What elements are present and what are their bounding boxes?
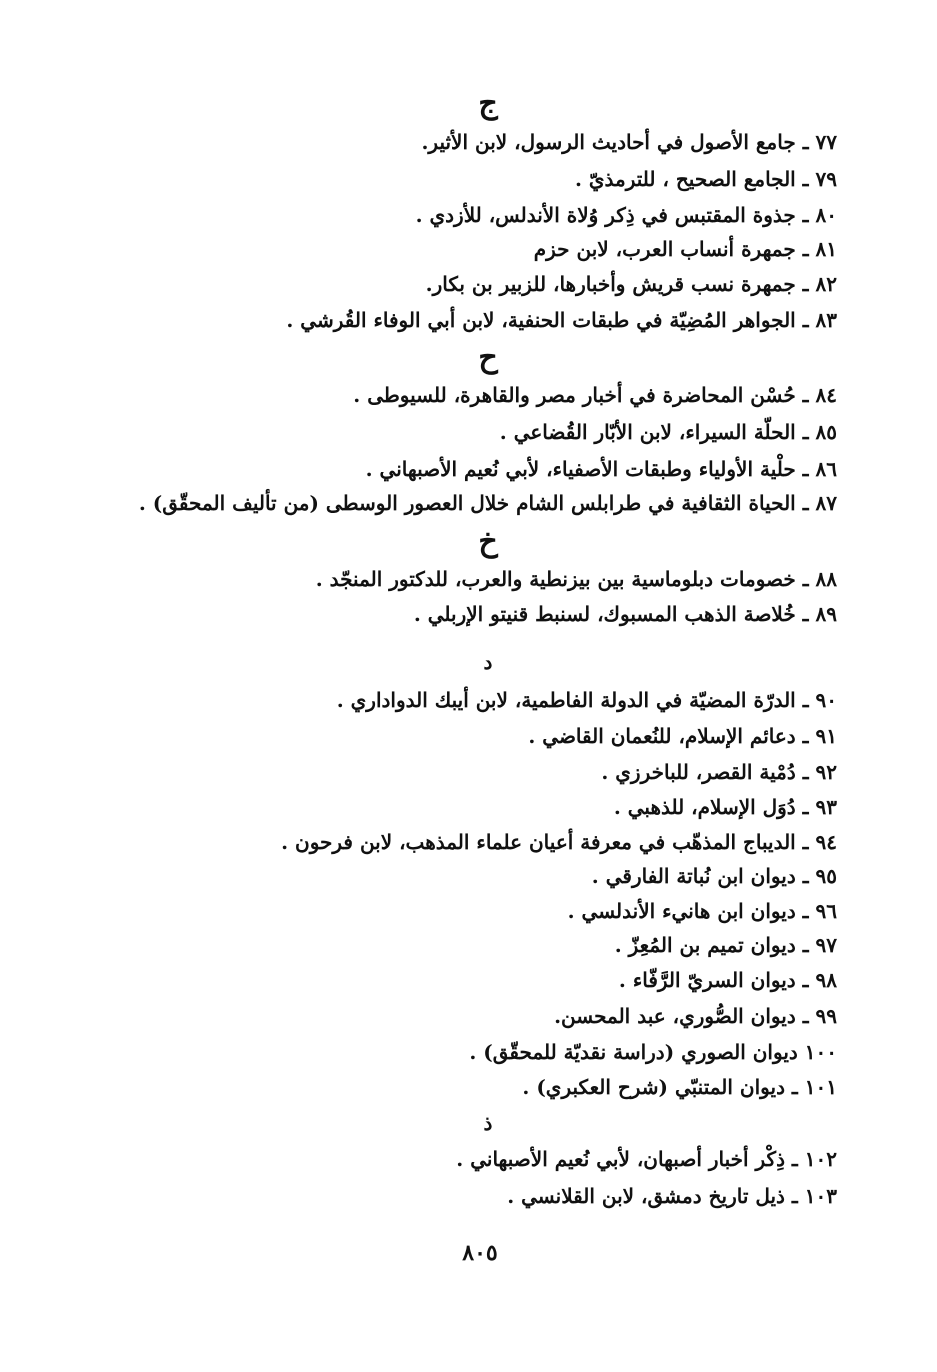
entry-86: ٨٦ ـ حلْية الأولياء وطبقات الأصفياء، لأبي نُعيم الأصبهاني . xyxy=(365,457,837,481)
entry-98: ٩٨ ـ ديوان السريّ الرَّفّاء . xyxy=(618,968,837,992)
entry-80: ٨٠ ـ جذوة المقتبس في ذِكر وُلاة الأندلس، للأزدي . xyxy=(415,203,837,227)
section-heading-kha: خ xyxy=(478,524,498,559)
entry-79: ٧٩ ـ الجامع الصحيح ، للترمذيّ . xyxy=(574,167,837,191)
entry-97: ٩٧ ـ ديوان تميم بن المُعِزّ . xyxy=(614,933,837,957)
entry-85: ٨٥ ـ الحلّة السيراء، لابن الأبّار القُضاعي . xyxy=(499,420,837,444)
entry-99: ٩٩ ـ ديوان الصُّوري، عبد المحسن. xyxy=(554,1004,837,1028)
entry-93: ٩٣ ـ دُوَل الإسلام، للذهبي . xyxy=(613,795,837,819)
entry-84: ٨٤ ـ حُسْن المحاضرة في أخبار مصر والقاهرة، للسيوطى . xyxy=(353,383,837,407)
entry-82: ٨٢ ـ جمهرة نسب قريش وأخبارها، للزبير بن بكار. xyxy=(425,272,837,296)
entry-100: ١٠٠ ديوان الصوري (دراسة نقديّة للمحقّق) . xyxy=(469,1040,837,1064)
section-heading-jim: ج xyxy=(478,86,498,121)
entry-90: ٩٠ ـ الدرّة المضيّة في الدولة الفاطمية، لابن أيبك الدواداري . xyxy=(336,688,837,712)
entry-77: ٧٧ ـ جامع الأصول في أحاديث الرسول، لابن الأثير. xyxy=(421,130,837,154)
entry-101: ١٠١ ـ ديوان المتنبّي (شرح العكبري) . xyxy=(522,1075,837,1099)
entry-91: ٩١ ـ دعائم الإسلام، للنُعمان القاضي . xyxy=(528,724,837,748)
page-number: ٨٠٥ xyxy=(462,1240,498,1266)
entry-81: ٨١ ـ جمهرة أنساب العرب، لابن حزم xyxy=(533,237,837,261)
entry-89: ٨٩ ـ خُلاصة الذهب المسبوك، لسنبط قنيتو الإربلي . xyxy=(413,602,837,626)
entry-96: ٩٦ ـ ديوان ابن هانيء الأندلسي . xyxy=(567,899,837,923)
entry-103: ١٠٣ ـ ذيل تاريخ دمشق، لابن القلانسي . xyxy=(507,1184,837,1208)
entry-87: ٨٧ ـ الحياة الثقافية في طرابلس الشام خلال العصور الوسطى (من تأليف المحقّق) . xyxy=(138,491,837,515)
entry-92: ٩٢ ـ دُمْية القصر، للباخرزي . xyxy=(601,760,837,784)
entry-94: ٩٤ ـ الديباج المذهّب في معرفة أعيان علماء المذهب، لابن فرحون . xyxy=(281,830,837,854)
section-heading-ha: ح xyxy=(478,340,498,375)
section-heading-dhal: ذ xyxy=(483,1111,493,1135)
entry-88: ٨٨ ـ خصومات دبلوماسية بين بيزنطية والعرب، للدكتور المنجّد . xyxy=(315,567,837,591)
section-heading-dal: د xyxy=(483,650,493,674)
entry-83: ٨٣ ـ الجواهر المُضِيّة في طبقات الحنفية، لابن أبي الوفاء القُرشي . xyxy=(286,308,837,332)
entry-102: ١٠٢ ـ ذِكْر أخبار أصبهان، لأبي نُعيم الأصبهاني . xyxy=(456,1147,837,1171)
entry-95: ٩٥ ـ ديوان ابن نُباتة الفارقي . xyxy=(591,864,837,888)
